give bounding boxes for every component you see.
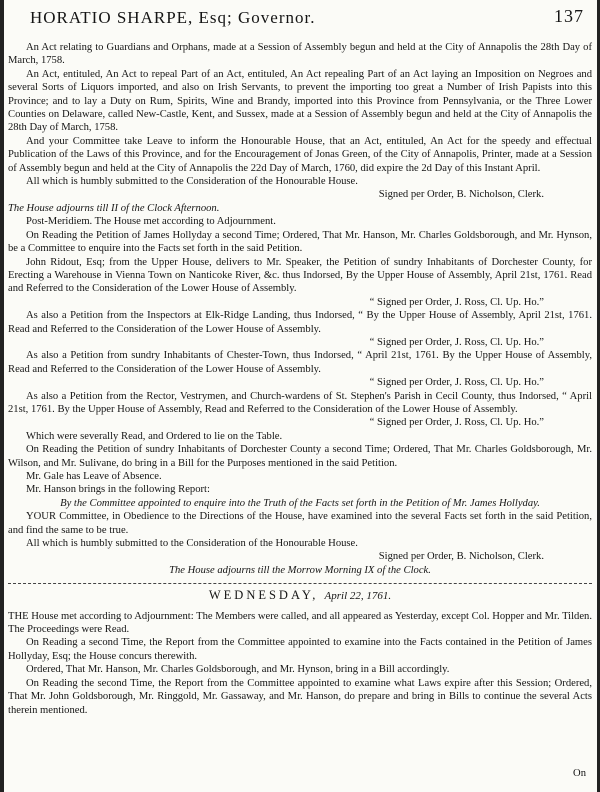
page-body — [8, 41, 592, 717]
signature-ross-2: “ Signed per Order, J. Ross, Cl. Up. Ho.” — [369, 336, 544, 348]
scan-left-edge — [0, 0, 4, 792]
paragraph-submitted: All which is humbly submitted to the Consideration of the Honourable House. — [26, 176, 358, 188]
paragraph-committee-inform: And your Committee take Leave to inform the Honourable House, that an Act, entituled, An Act for the speedy and effectual Publication of the Laws of this Province, and for the Encouragement of Jonas Green, of the City of Annapolis, Printer, made at a Session of Assembly begun and held at the City of Annapolis the 22d Day of March, 1760, did expire the 2d Day of this Instant April. — [8, 135, 592, 174]
signature-nicholson-2: Signed per Order, B. Nicholson, Clerk. — [378, 551, 544, 563]
day-heading-date: April 22, 1761. — [324, 590, 392, 603]
paragraph-gale-absence: Mr. Gale has Leave of Absence. — [26, 471, 162, 482]
paragraph-laws-expire: On Reading the second Time, the Report from the Committee appointed to examine what Laws expire after this Session; Ordered, That Mr. John Goldsborough, Mr. Ringgold, Mr. Gassaway, and Mr. Hanson, do prepare and bring in Bills to continue the several Acts therein mentioned. — [8, 677, 592, 716]
signature-ross-4: “ Signed per Order, J. Ross, Cl. Up. Ho.” — [369, 417, 544, 429]
running-head — [30, 0, 590, 32]
signature-ross-1: “ Signed per Order, J. Ross, Cl. Up. Ho.” — [369, 296, 544, 308]
page-number: 137 — [554, 6, 584, 26]
paragraph-bill-accordingly: Ordered, That Mr. Hanson, Mr. Charles Goldsborough, and Mr. Hynson, bring in a Bill accordingly. — [26, 664, 450, 676]
report-body: YOUR Committee, in Obedience to the Directions of the House, have examined into the several Facts set forth in the said Petition, and find the same to be true. — [8, 511, 592, 536]
catchword: On — [573, 768, 586, 779]
paragraph-dorchester-bill: On Reading the Petition of sundry Inhabitants of Dorchester County a second Time; Ordered, That Mr. Charles Goldsborough, Mr. Wilson, and Mr. Sulivane, do bring in a Bill for the Purposes mentioned in the said Petition. — [8, 444, 592, 469]
paragraph-report-concurs: On Reading a second Time, the Report from the Committee appointed to examine into the Facts contained in the Petition of James Hollyday, Esq; the House concurs therewith. — [8, 637, 592, 662]
paragraph-chester-town: As also a Petition from sundry Inhabitants of Chester-Town, thus Indorsed, “ April 21st, 1761. By the Upper House of Assembly, Read and Referred to the Consideration of the Lower House of Assembly. — [8, 350, 592, 375]
paragraph-hollyday-petition: On Reading the Petition of James Hollyday a second Time; Ordered, That Mr. Hanson, Mr. Charles Goldsborough, and Mr. Hynson, be a Committee to enquire into the Facts set forth in the said Petition. — [8, 229, 592, 255]
running-title: HORATIO SHARPE, Esq; Governor. — [30, 8, 316, 27]
report-submitted: All which is humbly submitted to the Consideration of the Honourable House. — [26, 538, 358, 550]
day-heading — [8, 589, 592, 603]
paragraph-post-meridiem: Post-Meridiem. The House met according to Adjournment. — [26, 216, 276, 228]
paragraph-st-stephens: As also a Petition from the Rector, Vestrymen, and Church-wardens of St. Stephen's Parish in Cecil County, thus Indorsed, “ April 21st, 1761. By the Upper House of Assembly, Read and Referred to the Consideration of the Lower House of Assembly. — [8, 390, 592, 415]
day-heading-day: WEDNESDAY, — [208, 588, 319, 603]
paragraph-ridout-petition: John Ridout, Esq; from the Upper House, delivers to Mr. Speaker, the Petition of sundry Inhabitants of Dorchester County, for Erecting a Warehouse in Vienna Town on Nanticoke River, &c. thus Indorsed, By the Upper House of Assembly, April 21st, 1761. Read and Referred to the Consideration of the Lower House of Assembly. — [8, 256, 592, 295]
paragraph-lie-on-table: Which were severally Read, and Ordered to lie on the Table. — [26, 430, 283, 442]
paragraph-hanson-report: Mr. Hanson brings in the following Report: — [26, 484, 210, 496]
paragraph-house-met: THE House met according to Adjournment: The Members were called, and all appeared as Yesterday, except Col. Hopper and Mr. Tilden. The Proceedings were Read. — [8, 610, 592, 636]
report-heading: By the Committee appointed to enquire into the Truth of the Facts set forth in the Petition of Mr. James Hollyday. — [60, 497, 540, 509]
paragraph-adjourns-morrow: The House adjourns till the Morrow Morning IX of the Clock. — [169, 564, 431, 576]
signature-nicholson: Signed per Order, B. Nicholson, Clerk. — [378, 189, 544, 201]
signature-ross-3: “ Signed per Order, J. Ross, Cl. Up. Ho.” — [369, 377, 544, 389]
paragraph-elk-ridge: As also a Petition from the Inspectors at Elk-Ridge Landing, thus Indorsed, “ By the Upper House of Assembly, April 21st, 1761. Read and Referred to the Consideration of the Lower House of Assembly. — [8, 310, 592, 335]
section-divider — [8, 583, 592, 584]
paragraph-act-repeal: An Act, entituled, An Act to repeal Part of an Act, entituled, An Act repealing Part of an Act laying an Imposition on Negroes and several Sorts of Liquors imported, and also on Irish Servants, to prevent the importing too great a Number of Irish Papists into this Province; and to lay a Duty on Rum, Spirits, Wine and Brandy, imported into this Province from Pennsylvania, or the Three Lower Counties on Delaware, called New-Castle, Kent, and Sussex, made at a Session of Assembly begun and held at the City of Annapolis the 28th Day of March, 1758. — [8, 68, 592, 134]
paragraph-act-guardians: An Act relating to Guardians and Orphans, made at a Session of Assembly begun and held at the City of Annapolis the 28th Day of March, 1758. — [8, 42, 592, 67]
paragraph-adjourns-afternoon: The House adjourns till II of the Clock Afternoon. — [8, 202, 220, 214]
